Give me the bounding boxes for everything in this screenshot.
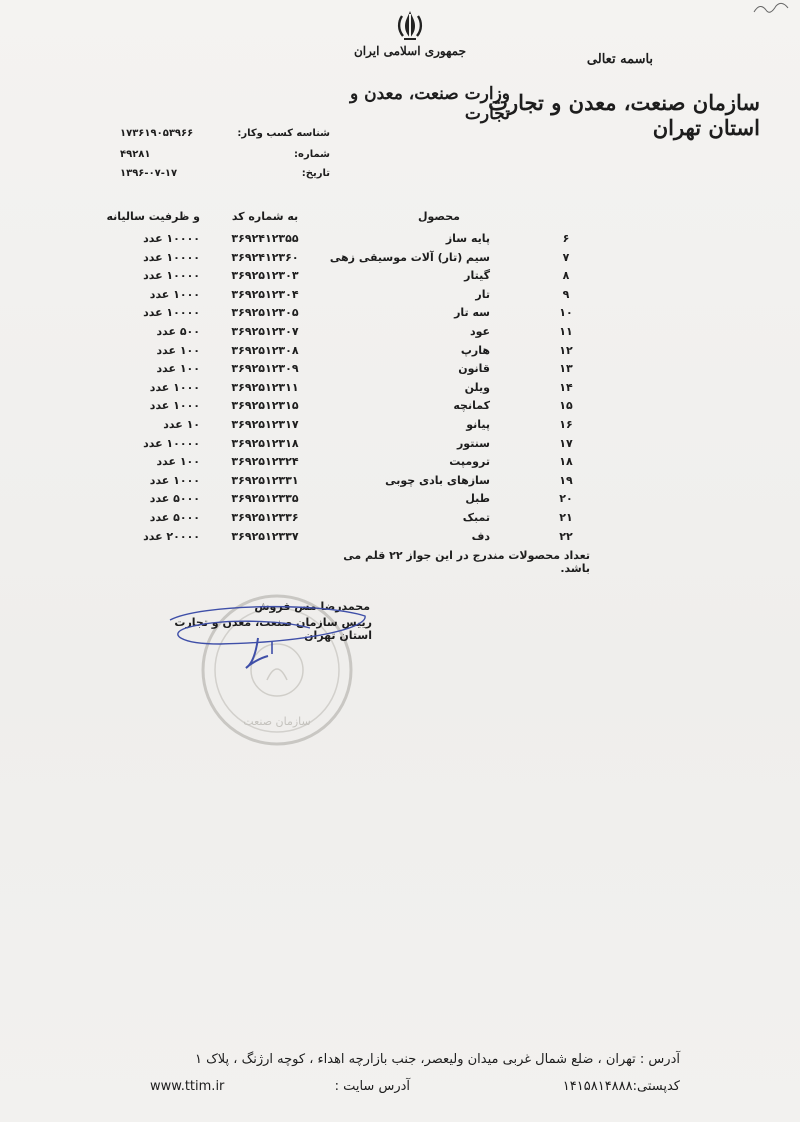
row-capacity: ۵۰۰۰ عدد: [149, 492, 200, 506]
row-product: سه تار: [454, 306, 490, 320]
header-capacity: و ظرفیت سالیانه: [106, 210, 200, 223]
row-capacity: ۵۰۰ عدد: [156, 324, 200, 338]
row-number: ۶: [562, 232, 570, 245]
row-product: تمبک: [462, 510, 490, 524]
row-number: ۱۷: [559, 436, 573, 450]
row-product: طبل: [465, 492, 490, 506]
footer-postal-code: کدپستی:۱۴۱۵۸۱۴۸۸۸: [562, 1079, 680, 1094]
row-number: ۹: [562, 287, 570, 301]
row-capacity: ۵۰۰۰ عدد: [149, 510, 200, 524]
row-code: ۳۶۹۲۵۱۲۳۳۵: [231, 492, 299, 506]
row-product: تار: [475, 287, 490, 301]
row-number: ۱۹: [559, 473, 573, 487]
table-row: [0, 325, 800, 344]
table-row: [0, 474, 800, 493]
date-label: تاریخ:: [301, 168, 330, 179]
product-table: [0, 232, 800, 548]
table-row: [0, 269, 800, 288]
row-number: ۷: [562, 250, 570, 264]
row-capacity: ۱۰۰۰ عدد: [149, 380, 200, 394]
row-capacity: ۱۰۰۰ عدد: [149, 473, 200, 487]
row-code: ۳۶۹۲۵۱۲۳۳۷: [231, 529, 299, 543]
row-code: ۳۶۹۲۵۱۲۳۰۴: [231, 287, 299, 301]
table-row: [0, 492, 800, 511]
row-code: ۳۶۹۲۵۱۲۳۰۷: [231, 324, 299, 338]
row-capacity: ۱۰۰ عدد: [156, 455, 200, 469]
row-code: ۳۶۹۲۵۱۲۳۱۱: [231, 380, 299, 394]
row-capacity: ۱۰ عدد: [163, 417, 200, 431]
row-code: ۳۶۹۲۵۱۲۳۰۳: [231, 269, 299, 283]
date-value: ۱۳۹۶-۰۷-۱۷: [120, 168, 178, 179]
row-product: قانون: [458, 362, 490, 376]
signatory-title: رییس سازمان صنعت، معدن و تجارت استان تهران: [174, 616, 372, 642]
row-capacity: ۱۰۰۰۰ عدد: [143, 436, 200, 450]
row-code: ۳۶۹۲۵۱۲۳۱۵: [231, 399, 299, 413]
row-number: ۲۰: [559, 492, 573, 506]
row-product: هارپ: [460, 343, 490, 357]
row-code: ۳۶۹۲۵۱۲۳۳۱: [231, 473, 299, 487]
row-code: ۳۶۹۲۴۱۲۳۶۰: [231, 250, 299, 264]
row-capacity: ۱۰۰۰۰ عدد: [143, 269, 200, 283]
row-number: ۱۰: [559, 306, 573, 320]
row-product: سیم (تار) آلات موسیقی زهی: [329, 250, 490, 264]
table-row: [0, 511, 800, 530]
header-code: به شماره کد: [231, 210, 299, 223]
table-row: [0, 455, 800, 474]
row-code: ۳۶۹۲۴۱۲۳۵۵: [231, 232, 299, 245]
row-product: دف: [471, 529, 490, 543]
row-number: ۲۱: [559, 510, 573, 524]
row-product: ویلن: [464, 380, 490, 394]
row-product: گیتار: [464, 269, 490, 283]
table-row: [0, 288, 800, 307]
meta-date: [120, 168, 330, 184]
row-number: ۱۸: [559, 455, 573, 469]
table-row: [0, 418, 800, 437]
row-number: ۱۲: [559, 343, 573, 357]
row-code: ۳۶۹۲۵۱۲۳۰۸: [231, 343, 299, 357]
row-product: ترومپت: [449, 455, 490, 469]
row-capacity: ۱۰۰۰۰ عدد: [143, 250, 200, 264]
table-row: [0, 381, 800, 400]
table-row: [0, 399, 800, 418]
footer-site-url[interactable]: www.ttim.ir: [150, 1079, 225, 1094]
footer-site-label: آدرس سایت :: [334, 1079, 410, 1094]
row-number: ۲۲: [559, 529, 573, 543]
number-label: شماره:: [294, 149, 330, 160]
footer-address: آدرس : تهران ، ضلع شمال غربی میدان ولیعصر، جنب بازارچه اهداء ، کوچه ارژنگ ، پلاک ۱: [195, 1052, 680, 1067]
table-row: [0, 306, 800, 325]
row-capacity: ۲۰۰۰۰ عدد: [143, 529, 200, 543]
row-number: ۱۴: [559, 380, 573, 394]
row-number: ۱۶: [559, 417, 573, 431]
handwritten-signature: [160, 598, 370, 678]
row-number: ۱۱: [559, 324, 573, 338]
organization-title: سازمان صنعت، معدن و تجارت استان تهران: [488, 90, 760, 140]
iran-emblem-icon: [394, 8, 426, 42]
table-row: [0, 530, 800, 549]
table-row: [0, 232, 800, 251]
business-id-value: ۱۷۳۶۱۹۰۵۳۹۶۶: [120, 128, 194, 139]
row-capacity: ۱۰۰۰۰ عدد: [143, 232, 200, 245]
row-code: ۳۶۹۲۵۱۲۳۱۷: [231, 417, 299, 431]
stamp-text: سازمان صنعت: [243, 715, 311, 728]
ministry-title: وزارت صنعت، معدن و تجارت: [350, 84, 510, 124]
product-count-summary: تعداد محصولات مندرج در این جواز ۲۲ قلم می باشد.: [343, 549, 590, 575]
row-product: عود: [469, 324, 490, 338]
row-capacity: ۱۰۰۰۰ عدد: [143, 306, 200, 320]
row-number: ۸: [562, 269, 570, 283]
row-capacity: ۱۰۰ عدد: [156, 343, 200, 357]
republic-title: جمهوری اسلامی ایران: [353, 44, 467, 58]
row-capacity: ۱۰۰۰ عدد: [149, 287, 200, 301]
table-row: [0, 344, 800, 363]
table-row: [0, 437, 800, 456]
row-product: پیانو: [466, 417, 490, 431]
business-id-label: شناسه کسب وکار:: [237, 128, 330, 139]
meta-business-id: [120, 128, 330, 144]
row-code: ۳۶۹۲۵۱۲۳۲۴: [231, 455, 299, 469]
table-row: [0, 251, 800, 270]
number-value: ۴۹۲۸۱: [120, 149, 151, 160]
row-product: کمانچه: [453, 399, 490, 413]
row-number: ۱۳: [559, 362, 573, 376]
row-code: ۳۶۹۲۵۱۲۳۱۸: [231, 436, 299, 450]
row-product: پایه ساز: [445, 232, 490, 245]
row-code: ۳۶۹۲۵۱۲۳۰۵: [231, 306, 299, 320]
bismillah-heading: باسمه تعالی: [586, 52, 654, 67]
row-capacity: ۱۰۰ عدد: [156, 362, 200, 376]
row-code: ۳۶۹۲۵۱۲۳۰۹: [231, 362, 299, 376]
row-number: ۱۵: [559, 399, 573, 413]
row-code: ۳۶۹۲۵۱۲۳۳۶: [231, 510, 299, 524]
row-product: سازهای بادی چوبی: [385, 473, 490, 487]
signatory-name: محمدرضا مس فروش: [254, 600, 370, 613]
corner-handwritten-mark: [748, 0, 798, 20]
row-capacity: ۱۰۰۰ عدد: [149, 399, 200, 413]
header-product: محصول: [417, 210, 460, 223]
table-row: [0, 362, 800, 381]
row-product: سنتور: [456, 436, 490, 450]
meta-number: [120, 149, 330, 165]
